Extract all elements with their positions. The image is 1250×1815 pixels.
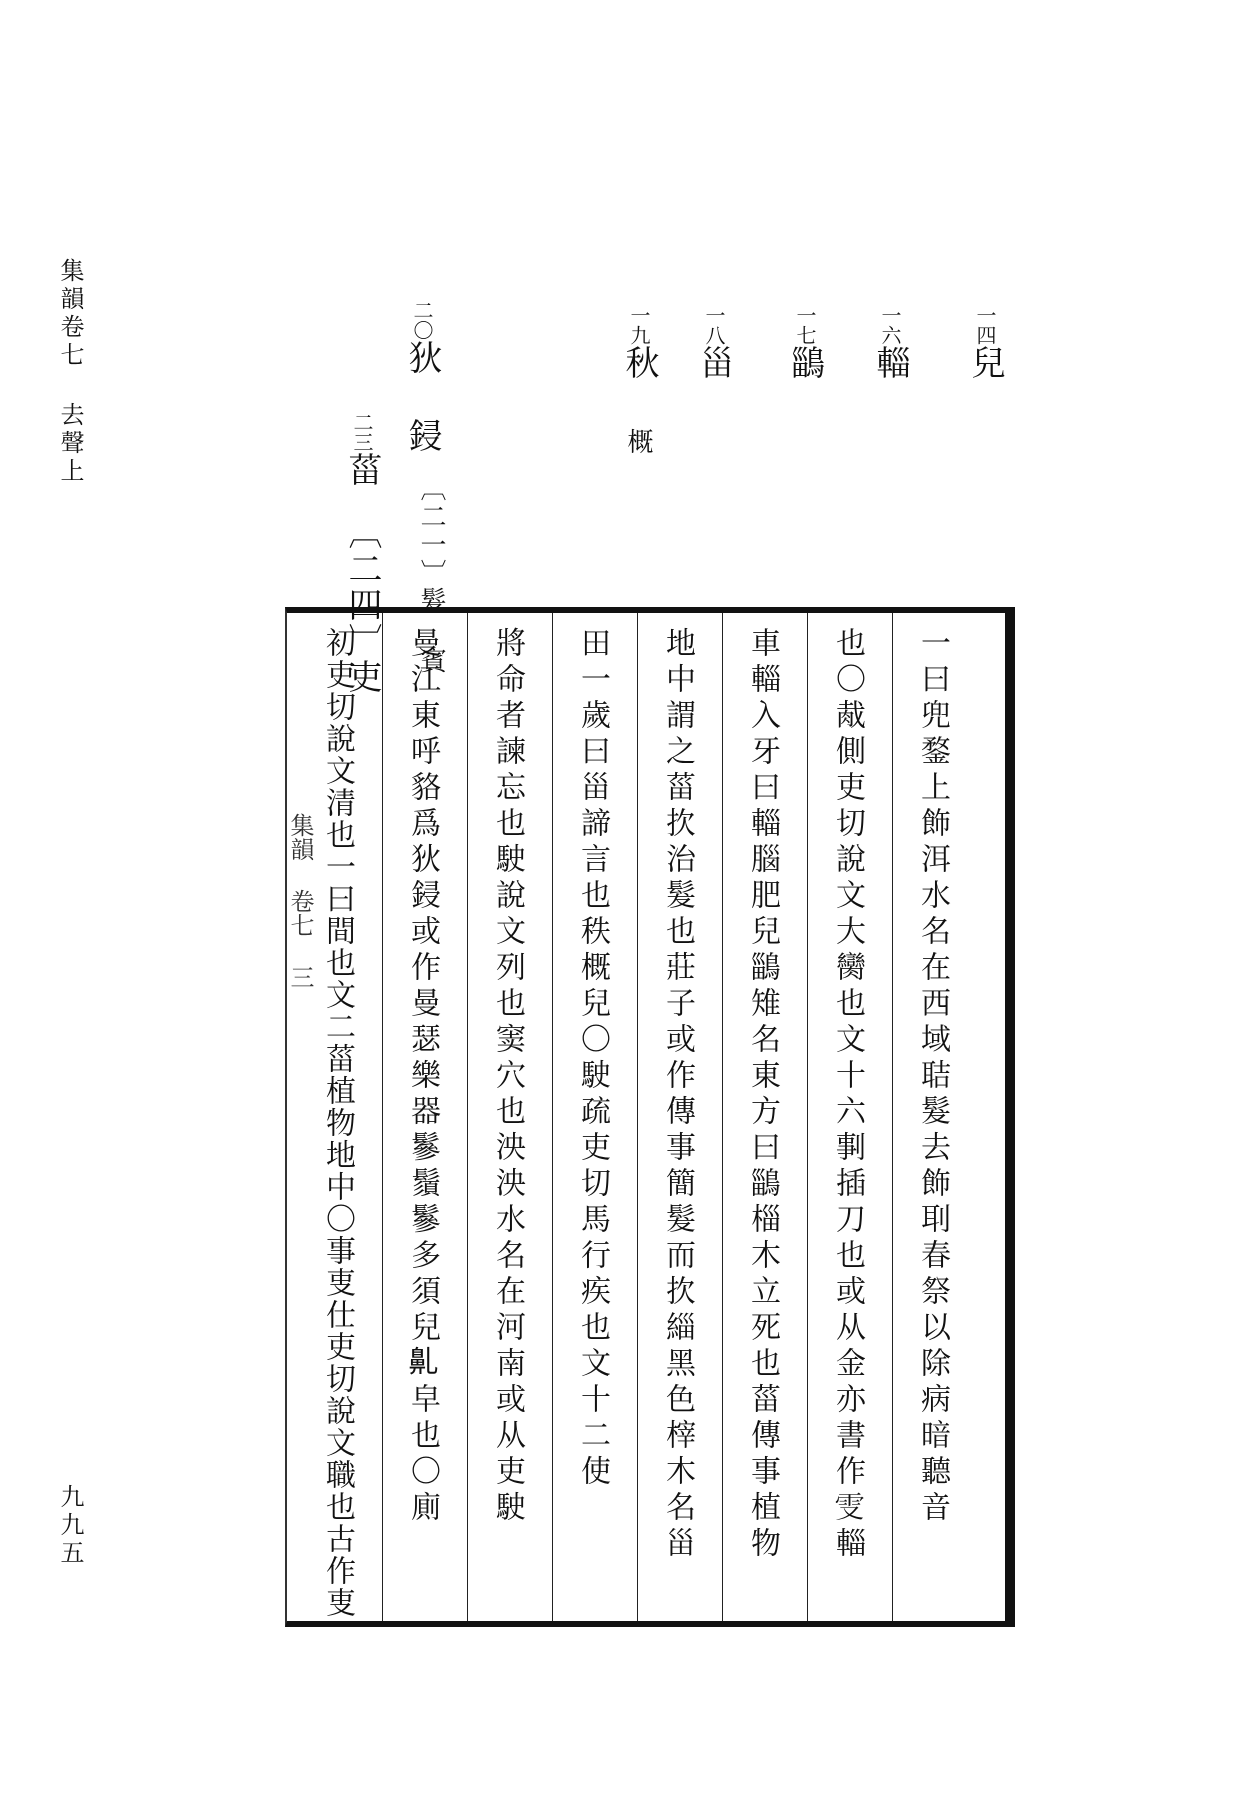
collation-note-sub: 概 [623, 428, 653, 456]
note-text: 輜 [870, 345, 910, 381]
column-rule [807, 613, 808, 1621]
note-number: 一七 [793, 305, 817, 345]
note-number: 一四 [973, 305, 997, 345]
collation-note [402, 300, 442, 454]
column-rule [467, 613, 468, 1621]
collation-note [342, 412, 382, 488]
note-text: 甾 [694, 345, 734, 381]
text-column: 車輜入牙曰輜腦肥兒鶅雉名東方曰鶅椔木立死也菑傳事植物 [745, 627, 780, 1563]
text-column: 一曰兜鍪上飾洱水名在西域聐髮去飾刵春祭以除病暗聽音 [915, 627, 950, 1527]
note-text: 秋 [619, 345, 659, 381]
text-column: 也〇胾側吏切說文大臠也文十六剚插刀也或从金亦書作𠭍輜 [830, 627, 865, 1563]
collation-note [965, 305, 1005, 381]
text-column: 曼江東呼貉爲狄鋟或作曼瑟樂器鬖鬚鬖多須兒𪖐皁也〇廁 [405, 627, 440, 1527]
note-number: 二〇 [410, 300, 434, 340]
running-head: 集韻卷七 去聲上 [56, 258, 84, 486]
text-column: 地中謂之菑扻治髮也莊子或作傳事簡髮而扻緇黑色榟木名甾 [660, 627, 695, 1563]
collation-note [694, 305, 734, 381]
collation-note [785, 305, 825, 381]
note-text: 鶅 [785, 345, 825, 381]
column-rule [552, 613, 553, 1621]
note-number: 一八 [702, 305, 726, 345]
block-margin-text: 集韻 卷七 三 [286, 813, 314, 989]
note-text: 兒 [965, 345, 1005, 381]
text-column: 初吏切說文清也一曰間也文二菑植物地中〇事叓仕吏切說文職也古作叓 [320, 627, 355, 1619]
text-column: 將命者諫忘也駛說文列也窦穴也泱泱水名在河南或从吏駛 [490, 627, 525, 1527]
collation-note-sub: 〔二一〕髮 賓 [416, 475, 446, 675]
note-text: 菑 [342, 452, 382, 488]
text-column: 田一歲曰甾諦言也秩概兒〇駛疏吏切馬行疾也文十二使 [575, 627, 610, 1491]
note-number: 一六 [878, 305, 902, 345]
collation-note [619, 305, 659, 381]
column-rule [637, 613, 638, 1621]
page-number: 九九五 [56, 1484, 84, 1568]
collation-note-sub: 〔二四〕吏 [342, 515, 382, 695]
note-number: 二三 [350, 412, 374, 452]
collation-note [870, 305, 910, 381]
column-rule [722, 613, 723, 1621]
printed-block [285, 607, 1015, 1627]
note-number: 一九 [627, 305, 651, 345]
note-text: 狄 鋟 [402, 340, 442, 454]
column-rule [382, 613, 383, 1621]
column-rule [892, 613, 893, 1621]
